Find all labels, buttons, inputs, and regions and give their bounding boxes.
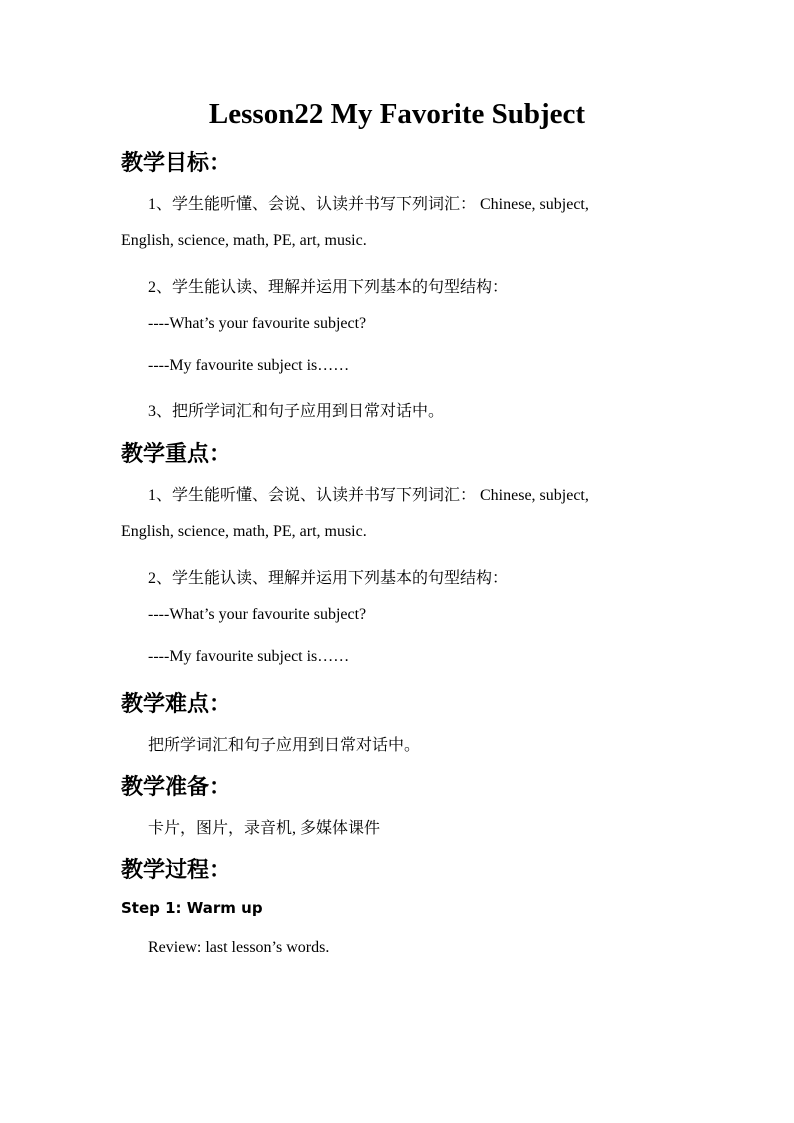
key-points-item-1-cont: English, science, math, PE, art, music. [121, 523, 367, 540]
review-text: Review: last lesson’s words. [148, 939, 330, 956]
key-points-item-2: 2、学生能认读、理解并运用下列基本的句型结构： [148, 570, 509, 587]
objectives-question: ----What’s your favourite subject? [148, 315, 367, 332]
key-points-answer: ----My favourite subject is…… [148, 648, 350, 665]
preparation-text: 卡片，图片，录音机, 多媒体课件 [148, 820, 381, 837]
objectives-item-2: 2、学生能认读、理解并运用下列基本的句型结构： [148, 279, 509, 296]
preparation-heading: 教学准备： [121, 775, 232, 800]
key-points-heading: 教学重点： [121, 442, 232, 467]
objectives-heading: 教学目标： [121, 151, 232, 176]
key-points-item-1: 1、学生能听懂、会说、认读并书写下列词汇： Chinese, subject, [148, 487, 589, 504]
process-heading: 教学过程： [121, 858, 232, 883]
objectives-item-1-cont: English, science, math, PE, art, music. [121, 232, 367, 249]
page-title: Lesson22 My Favorite Subject [208, 98, 586, 130]
objectives-item-1: 1、学生能听懂、会说、认读并书写下列词汇： Chinese, subject, [148, 196, 589, 213]
step-1-label: Step 1: Warm up [121, 899, 263, 917]
difficulties-text: 把所学词汇和句子应用到日常对话中。 [148, 737, 421, 754]
objectives-item-3: 3、把所学词汇和句子应用到日常对话中。 [148, 403, 445, 420]
difficulties-heading: 教学难点： [121, 692, 232, 717]
objectives-answer: ----My favourite subject is…… [148, 357, 350, 374]
key-points-question: ----What’s your favourite subject? [148, 606, 367, 623]
